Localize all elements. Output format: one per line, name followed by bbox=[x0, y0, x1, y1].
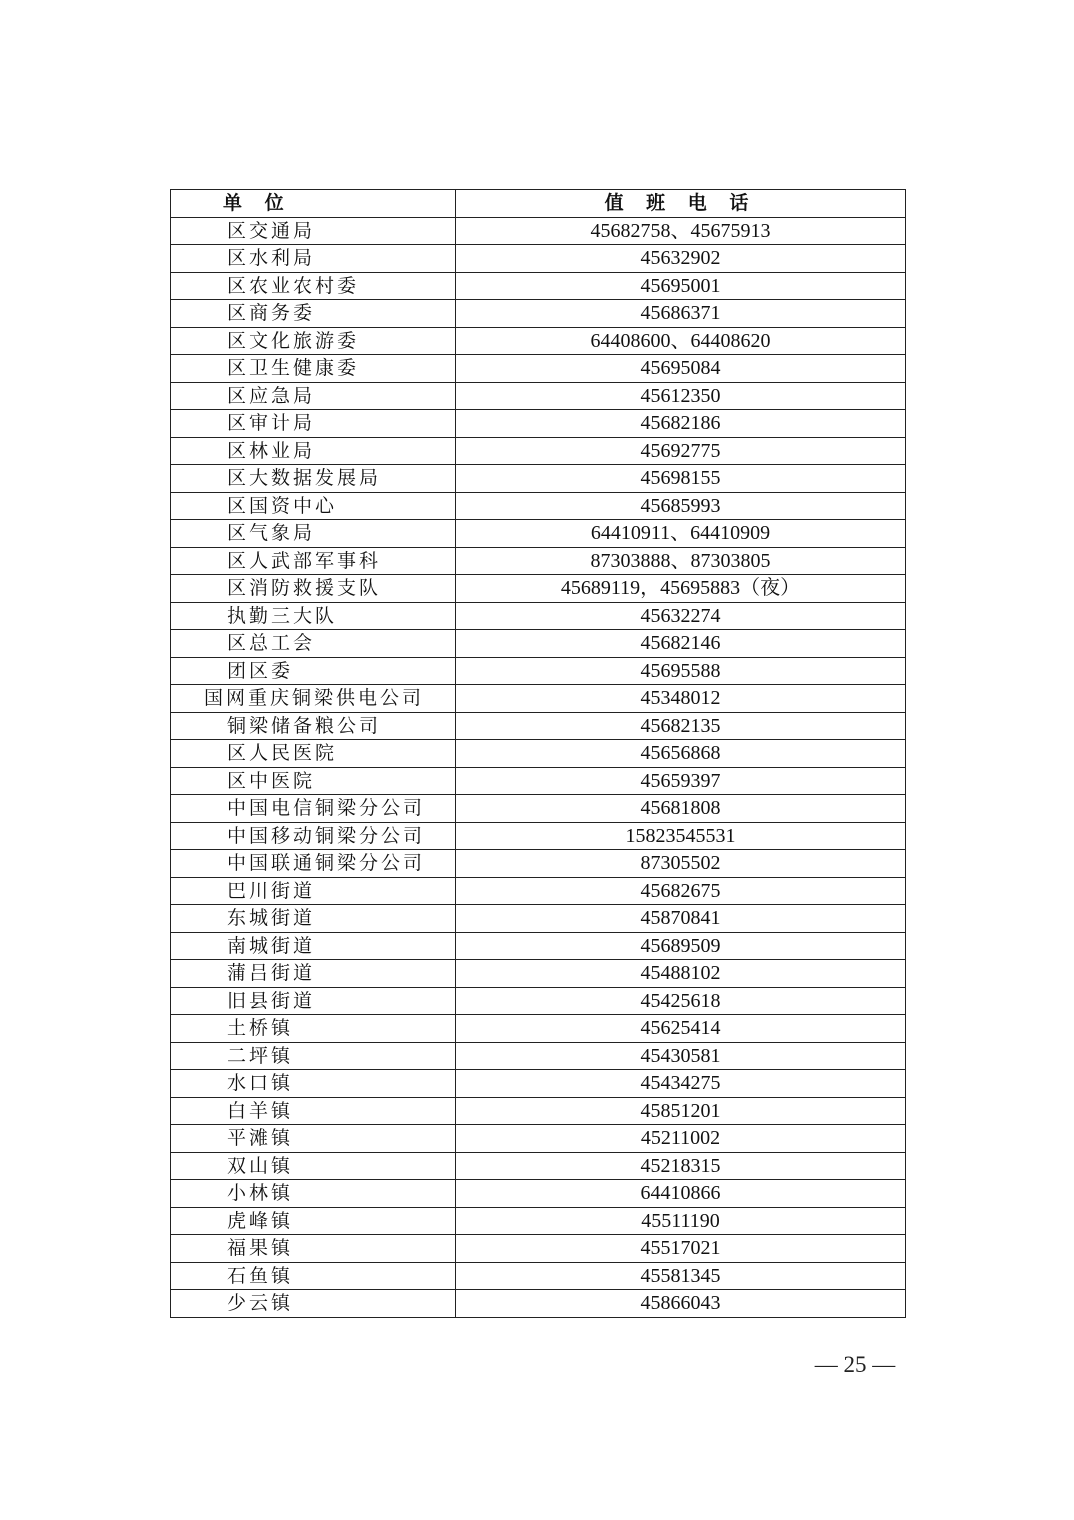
table-row bbox=[171, 520, 906, 548]
phone-cell: 45682675 bbox=[456, 877, 906, 905]
table-row bbox=[171, 795, 906, 823]
phone-cell: 45656868 bbox=[456, 740, 906, 768]
phone-cell: 45689509 bbox=[456, 932, 906, 960]
unit-cell: 区中医院 bbox=[171, 767, 456, 795]
unit-cell: 福果镇 bbox=[171, 1235, 456, 1263]
table-row bbox=[171, 382, 906, 410]
table-row bbox=[171, 245, 906, 273]
phone-cell: 45681808 bbox=[456, 795, 906, 823]
unit-cell: 小林镇 bbox=[171, 1180, 456, 1208]
unit-cell: 区消防救援支队 bbox=[171, 575, 456, 603]
unit-cell: 区水利局 bbox=[171, 245, 456, 273]
phone-cell: 45632274 bbox=[456, 602, 906, 630]
table-row bbox=[171, 1070, 906, 1098]
unit-cell: 区商务委 bbox=[171, 300, 456, 328]
table-row bbox=[171, 657, 906, 685]
unit-cell: 区农业农村委 bbox=[171, 272, 456, 300]
phone-cell: 45851201 bbox=[456, 1097, 906, 1125]
unit-cell: 中国电信铜梁分公司 bbox=[171, 795, 456, 823]
table-row bbox=[171, 575, 906, 603]
table-row bbox=[171, 630, 906, 658]
unit-cell: 南城街道 bbox=[171, 932, 456, 960]
table-row bbox=[171, 1125, 906, 1153]
table-row bbox=[171, 410, 906, 438]
table-row bbox=[171, 1207, 906, 1235]
unit-cell: 区审计局 bbox=[171, 410, 456, 438]
duty-phone-table bbox=[170, 189, 906, 1318]
phone-cell: 45695588 bbox=[456, 657, 906, 685]
phone-cell: 45682186 bbox=[456, 410, 906, 438]
phone-cell: 45632902 bbox=[456, 245, 906, 273]
table-row bbox=[171, 767, 906, 795]
unit-cell: 平滩镇 bbox=[171, 1125, 456, 1153]
unit-cell: 少云镇 bbox=[171, 1290, 456, 1318]
unit-cell: 中国联通铜梁分公司 bbox=[171, 850, 456, 878]
phone-cell: 45682146 bbox=[456, 630, 906, 658]
table-row bbox=[171, 822, 906, 850]
table-row bbox=[171, 547, 906, 575]
unit-cell: 区人武部军事科 bbox=[171, 547, 456, 575]
unit-cell: 白羊镇 bbox=[171, 1097, 456, 1125]
unit-cell: 区应急局 bbox=[171, 382, 456, 410]
phone-cell: 45692775 bbox=[456, 437, 906, 465]
phone-cell: 45695084 bbox=[456, 355, 906, 383]
phone-cell: 45348012 bbox=[456, 685, 906, 713]
table-row bbox=[171, 1015, 906, 1043]
phone-cell: 45430581 bbox=[456, 1042, 906, 1070]
unit-cell: 区卫生健康委 bbox=[171, 355, 456, 383]
unit-cell: 旧县街道 bbox=[171, 987, 456, 1015]
unit-cell: 区人民医院 bbox=[171, 740, 456, 768]
table-row bbox=[171, 355, 906, 383]
unit-column-header: 单 位 bbox=[171, 190, 456, 218]
unit-cell: 执勤三大队 bbox=[171, 602, 456, 630]
table-row bbox=[171, 437, 906, 465]
unit-cell: 蒲吕街道 bbox=[171, 960, 456, 988]
phone-cell: 64408600、64408620 bbox=[456, 327, 906, 355]
phone-cell: 45211002 bbox=[456, 1125, 906, 1153]
page-number: — 25 — bbox=[814, 1352, 896, 1377]
phone-cell: 45517021 bbox=[456, 1235, 906, 1263]
unit-cell: 区林业局 bbox=[171, 437, 456, 465]
table-row bbox=[171, 1152, 906, 1180]
unit-cell: 双山镇 bbox=[171, 1152, 456, 1180]
table-row bbox=[171, 602, 906, 630]
table-row bbox=[171, 987, 906, 1015]
table-row bbox=[171, 327, 906, 355]
table-row bbox=[171, 850, 906, 878]
unit-cell: 区大数据发展局 bbox=[171, 465, 456, 493]
phone-cell: 45434275 bbox=[456, 1070, 906, 1098]
unit-cell: 区交通局 bbox=[171, 217, 456, 245]
phone-cell: 64410866 bbox=[456, 1180, 906, 1208]
unit-cell: 铜梁储备粮公司 bbox=[171, 712, 456, 740]
phone-cell: 45682758、45675913 bbox=[456, 217, 906, 245]
unit-cell: 东城街道 bbox=[171, 905, 456, 933]
phone-cell: 45659397 bbox=[456, 767, 906, 795]
phone-cell: 45866043 bbox=[456, 1290, 906, 1318]
unit-cell: 区总工会 bbox=[171, 630, 456, 658]
table-row bbox=[171, 960, 906, 988]
table-row bbox=[171, 1042, 906, 1070]
unit-cell: 二坪镇 bbox=[171, 1042, 456, 1070]
phone-cell: 45625414 bbox=[456, 1015, 906, 1043]
table-row bbox=[171, 1180, 906, 1208]
table-row bbox=[171, 1290, 906, 1318]
table-row bbox=[171, 217, 906, 245]
unit-cell: 巴川街道 bbox=[171, 877, 456, 905]
table-row bbox=[171, 740, 906, 768]
phone-cell: 45689119，45695883（夜） bbox=[456, 575, 906, 603]
unit-cell: 国网重庆铜梁供电公司 bbox=[171, 685, 456, 713]
unit-cell: 中国移动铜梁分公司 bbox=[171, 822, 456, 850]
table-row bbox=[171, 1235, 906, 1263]
phone-cell: 64410911、64410909 bbox=[456, 520, 906, 548]
table-row bbox=[171, 1097, 906, 1125]
phone-cell: 87305502 bbox=[456, 850, 906, 878]
phone-cell: 45686371 bbox=[456, 300, 906, 328]
phone-cell: 45612350 bbox=[456, 382, 906, 410]
unit-cell: 水口镇 bbox=[171, 1070, 456, 1098]
table-row bbox=[171, 1262, 906, 1290]
unit-cell: 区文化旅游委 bbox=[171, 327, 456, 355]
unit-cell: 土桥镇 bbox=[171, 1015, 456, 1043]
phone-cell: 45682135 bbox=[456, 712, 906, 740]
phone-cell: 45870841 bbox=[456, 905, 906, 933]
unit-cell: 团区委 bbox=[171, 657, 456, 685]
phone-cell: 45218315 bbox=[456, 1152, 906, 1180]
phone-cell: 45685993 bbox=[456, 492, 906, 520]
phone-cell: 45695001 bbox=[456, 272, 906, 300]
unit-cell: 虎峰镇 bbox=[171, 1207, 456, 1235]
unit-cell: 石鱼镇 bbox=[171, 1262, 456, 1290]
table-row bbox=[171, 685, 906, 713]
phone-cell: 45698155 bbox=[456, 465, 906, 493]
table-row bbox=[171, 492, 906, 520]
table-row bbox=[171, 905, 906, 933]
unit-cell: 区国资中心 bbox=[171, 492, 456, 520]
table-row bbox=[171, 712, 906, 740]
table-header-row bbox=[171, 190, 906, 218]
phone-cell: 45488102 bbox=[456, 960, 906, 988]
phone-cell: 87303888、87303805 bbox=[456, 547, 906, 575]
table-row bbox=[171, 932, 906, 960]
table-row bbox=[171, 272, 906, 300]
table-row bbox=[171, 465, 906, 493]
table-row bbox=[171, 300, 906, 328]
phone-cell: 45581345 bbox=[456, 1262, 906, 1290]
phone-cell: 15823545531 bbox=[456, 822, 906, 850]
unit-cell: 区气象局 bbox=[171, 520, 456, 548]
table-body bbox=[171, 217, 906, 1317]
table-row bbox=[171, 877, 906, 905]
phone-column-header: 值 班 电 话 bbox=[456, 190, 906, 218]
phone-cell: 45511190 bbox=[456, 1207, 906, 1235]
phone-cell: 45425618 bbox=[456, 987, 906, 1015]
